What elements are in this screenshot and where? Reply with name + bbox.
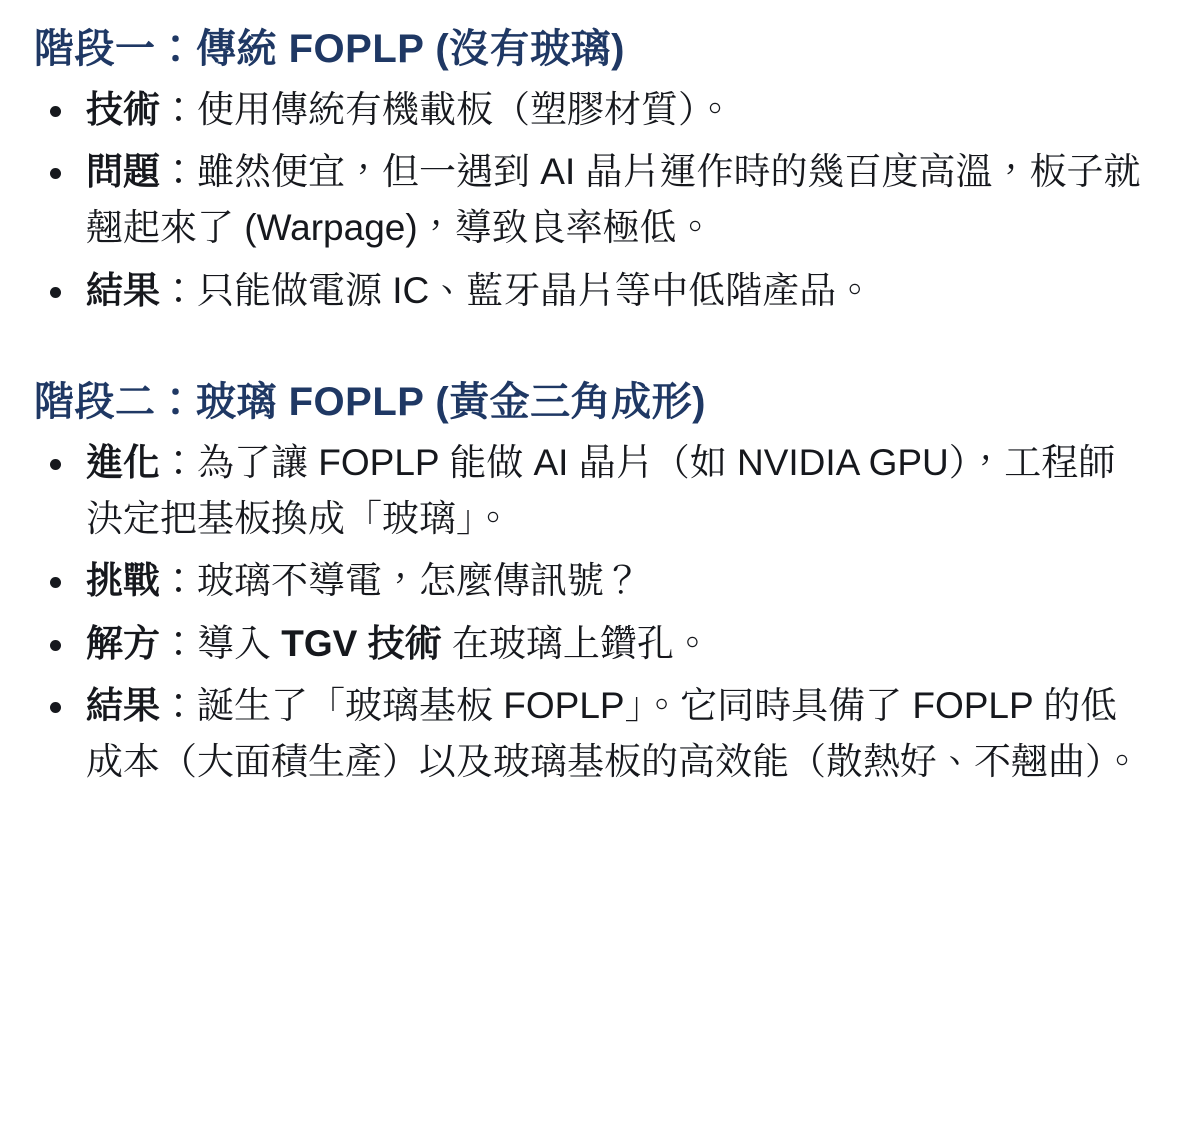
list-item xyxy=(28,144,1145,256)
bullet-lead: 挑戰 xyxy=(86,560,160,602)
bullet-separator: ： xyxy=(160,269,197,311)
section-stage-two xyxy=(28,375,1145,790)
bullet-separator: ： xyxy=(160,89,197,130)
section-heading-stage-one: 階段一：傳統 FOPLP (沒有玻璃) xyxy=(34,27,625,71)
bullet-text: 雖然便宜，但一遇到 AI 晶片運作時的幾百度高溫，板子就翹起來了 (Warpage)，導致良率極低。 xyxy=(86,151,1141,249)
bullet-text-before: 導入 xyxy=(197,622,282,664)
bullet-separator: ： xyxy=(160,560,197,602)
bullet-text: 為了讓 FOPLP 能做 AI 晶片（如 NVIDIA GPU），工程師決定把基板換成「玻璃」。 xyxy=(86,441,1116,540)
bullet-text: 玻璃不導電，怎麼傳訊號？ xyxy=(197,560,641,602)
section-stage-one xyxy=(28,22,1145,319)
list-item xyxy=(28,263,1145,319)
list-item xyxy=(28,82,1145,138)
section-heading-stage-two: 階段二：玻璃 FOPLP (黃金三角成形) xyxy=(34,379,706,424)
bullet-lead: 解方 xyxy=(86,622,160,664)
list-item xyxy=(28,678,1145,790)
bullet-lead: 結果 xyxy=(86,269,160,311)
bullet-emphasis: TGV 技術 xyxy=(281,622,442,664)
list-item xyxy=(28,553,1145,609)
list-item xyxy=(28,435,1145,547)
bullet-text: 使用傳統有機載板（塑膠材質）。 xyxy=(197,89,734,130)
list-item xyxy=(28,616,1145,672)
bullet-lead: 問題 xyxy=(86,151,160,193)
bullet-text-after: 在玻璃上鑽孔。 xyxy=(441,622,711,664)
bullet-separator: ： xyxy=(160,622,197,664)
bullet-list-stage-one xyxy=(28,82,1145,319)
bullet-lead: 結果 xyxy=(86,684,160,726)
bullet-text: 只能做電源 IC、藍牙晶片等中低階產品。 xyxy=(197,269,874,311)
bullet-separator: ： xyxy=(160,441,197,483)
bullet-lead: 進化 xyxy=(86,441,160,483)
bullet-separator: ： xyxy=(160,684,197,726)
bullet-lead: 技術 xyxy=(86,89,160,130)
bullet-text: 誕生了「玻璃基板 FOPLP」。它同時具備了 FOPLP 的低成本（大面積生產）以及玻璃基板的高效能（散熱好、不翹曲）。 xyxy=(86,684,1141,783)
bullet-separator: ： xyxy=(160,151,197,193)
bullet-list-stage-two xyxy=(28,435,1145,790)
